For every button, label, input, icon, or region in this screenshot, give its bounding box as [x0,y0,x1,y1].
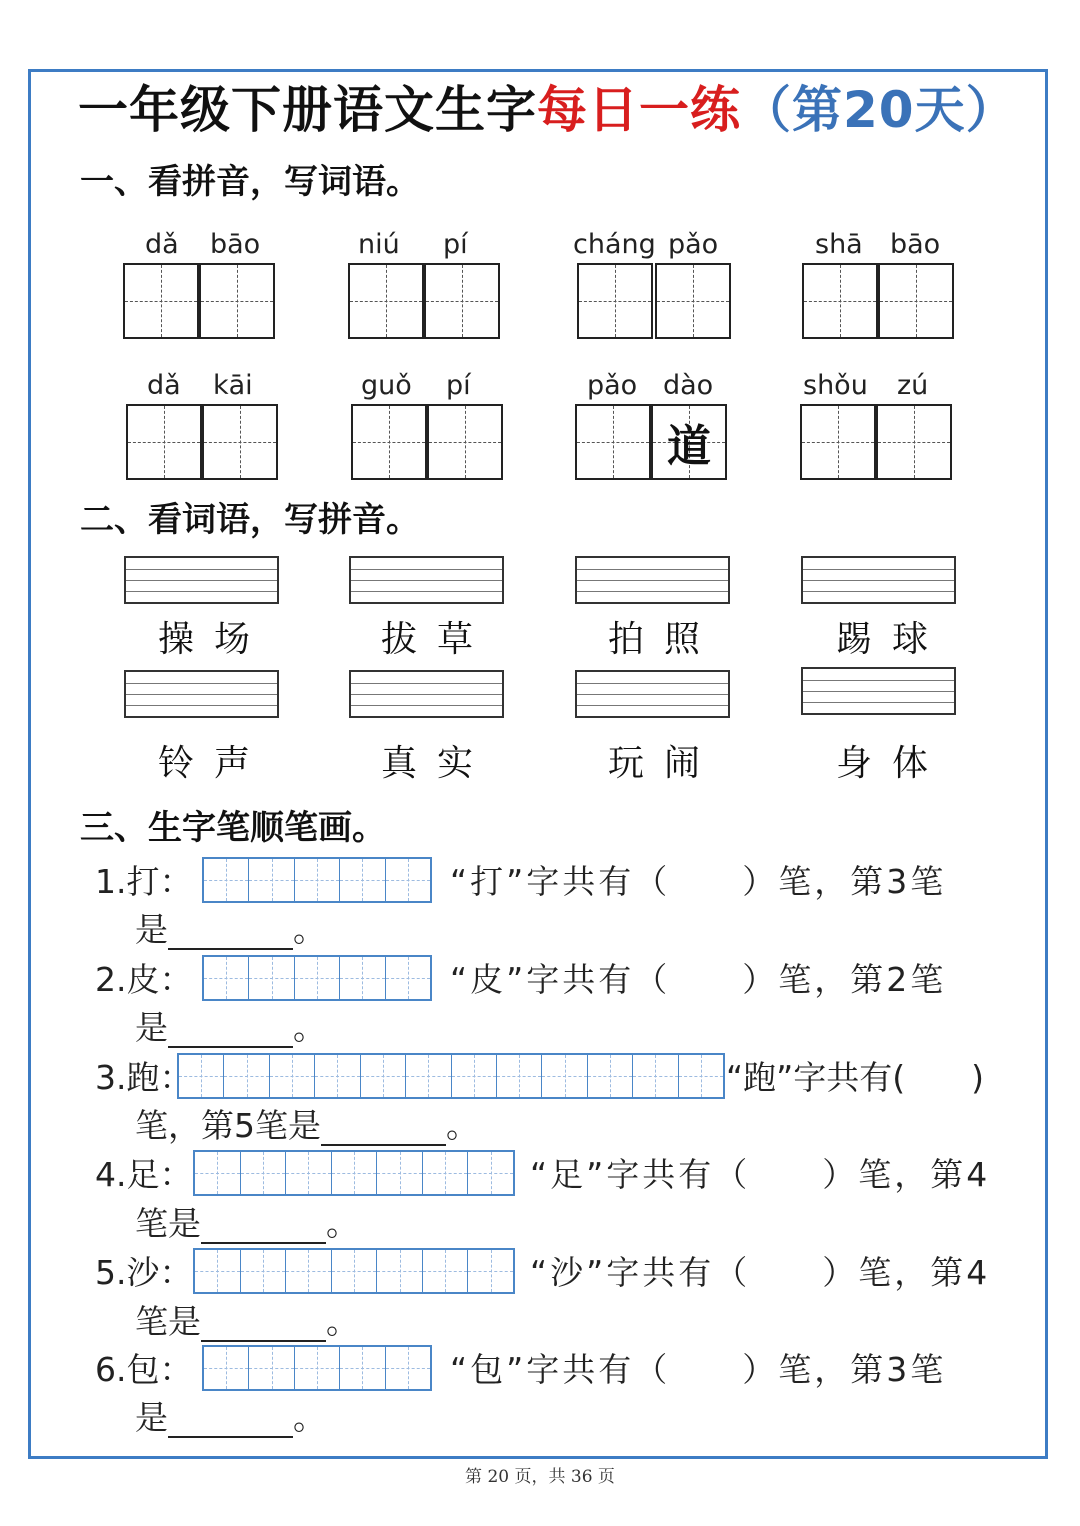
section3-heading: 三、生字笔顺笔画。 [80,808,386,848]
stroke-answer-line[interactable]: 笔，第5笔是 。 [135,1106,479,1145]
pinyin: pǎo [668,229,719,260]
char-box[interactable] [199,263,275,339]
stroke-answer-line[interactable]: 笔是 。 [135,1204,359,1243]
char-box[interactable] [876,404,952,480]
stroke-question: “足”字共有（ ）笔，第4 [530,1155,991,1194]
pinyin: guǒ [361,370,412,401]
char-box[interactable] [575,404,651,480]
pinyin-lines[interactable] [349,556,504,604]
stroke-item-label: 2.皮： [95,960,193,999]
char-box[interactable] [878,263,954,339]
stroke-grid[interactable] [193,1248,515,1294]
title-day: （第20天） [741,81,1017,139]
char-box[interactable] [348,263,424,339]
pinyin-lines[interactable] [575,670,730,718]
pinyin-lines[interactable] [124,556,279,604]
pinyin: dǎ [145,229,179,260]
stroke-answer-line[interactable]: 是 。 [135,1008,326,1047]
stroke-grid[interactable] [202,857,432,903]
char-box[interactable] [577,263,653,339]
stroke-question: “打”字共有（ ）笔，第3笔 [450,862,947,901]
word: 身体 [836,743,949,784]
stroke-answer-line[interactable]: 笔是 。 [135,1302,359,1341]
stroke-item-label: 1.打： [95,862,193,901]
word: 真实 [381,743,494,784]
pinyin: bāo [890,229,941,260]
stroke-grid[interactable] [193,1150,515,1196]
stroke-grid[interactable] [202,1345,432,1391]
char-box[interactable] [424,263,500,339]
page-title [78,80,1017,140]
word: 拔草 [381,619,494,660]
word: 拍照 [608,619,721,660]
stroke-answer-line[interactable]: 是 。 [135,910,326,949]
char-box[interactable] [123,263,199,339]
char-box[interactable] [427,404,503,480]
stroke-grid[interactable] [177,1053,725,1099]
word: 铃声 [158,743,271,784]
pinyin-lines[interactable] [124,670,279,718]
char-box[interactable] [202,404,278,480]
stroke-question: “跑”字共有( ) [726,1058,984,1097]
pinyin: pí [446,370,471,401]
stroke-question: “沙”字共有（ ）笔，第4 [530,1253,991,1292]
section2-heading: 二、看词语，写拼音。 [80,500,420,540]
pinyin: pí [443,229,468,260]
char-box-filled[interactable]: 道 [651,404,727,480]
title-main: 一年级下册语文生字 [78,81,537,139]
pinyin-lines[interactable] [801,667,956,715]
pinyin: niú [358,229,400,260]
word: 操场 [158,619,271,660]
char-box[interactable] [351,404,427,480]
pinyin-lines[interactable] [575,556,730,604]
stroke-question: “皮”字共有（ ）笔，第2笔 [450,960,947,999]
word: 玩闹 [608,743,721,784]
char-box[interactable] [802,263,878,339]
pinyin: cháng [573,229,656,260]
pinyin: kāi [213,370,253,401]
pinyin-lines[interactable] [349,670,504,718]
char-box[interactable] [800,404,876,480]
stroke-question: “包”字共有（ ）笔，第3笔 [450,1350,947,1389]
stroke-grid[interactable] [202,955,432,1001]
word: 踢球 [836,619,949,660]
stroke-item-label: 6.包： [95,1350,193,1389]
pinyin: zú [897,370,929,401]
char-box[interactable] [126,404,202,480]
pinyin: dào [663,370,714,401]
section1-heading: 一、看拼音，写词语。 [80,162,420,202]
page-footer: 第 20 页，共 36 页 [465,1467,615,1487]
pinyin: pǎo [587,370,638,401]
stroke-item-label: 3.跑： [95,1058,193,1097]
pinyin-lines[interactable] [801,556,956,604]
stroke-item-label: 5.沙： [95,1253,193,1292]
pinyin: shā [815,229,863,260]
stroke-answer-line[interactable]: 是 。 [135,1398,326,1437]
pinyin: bāo [210,229,261,260]
title-highlight: 每日一练 [537,81,741,139]
pinyin: dǎ [147,370,181,401]
char-box[interactable] [655,263,731,339]
pinyin: shǒu [803,370,868,401]
stroke-item-label: 4.足： [95,1155,193,1194]
